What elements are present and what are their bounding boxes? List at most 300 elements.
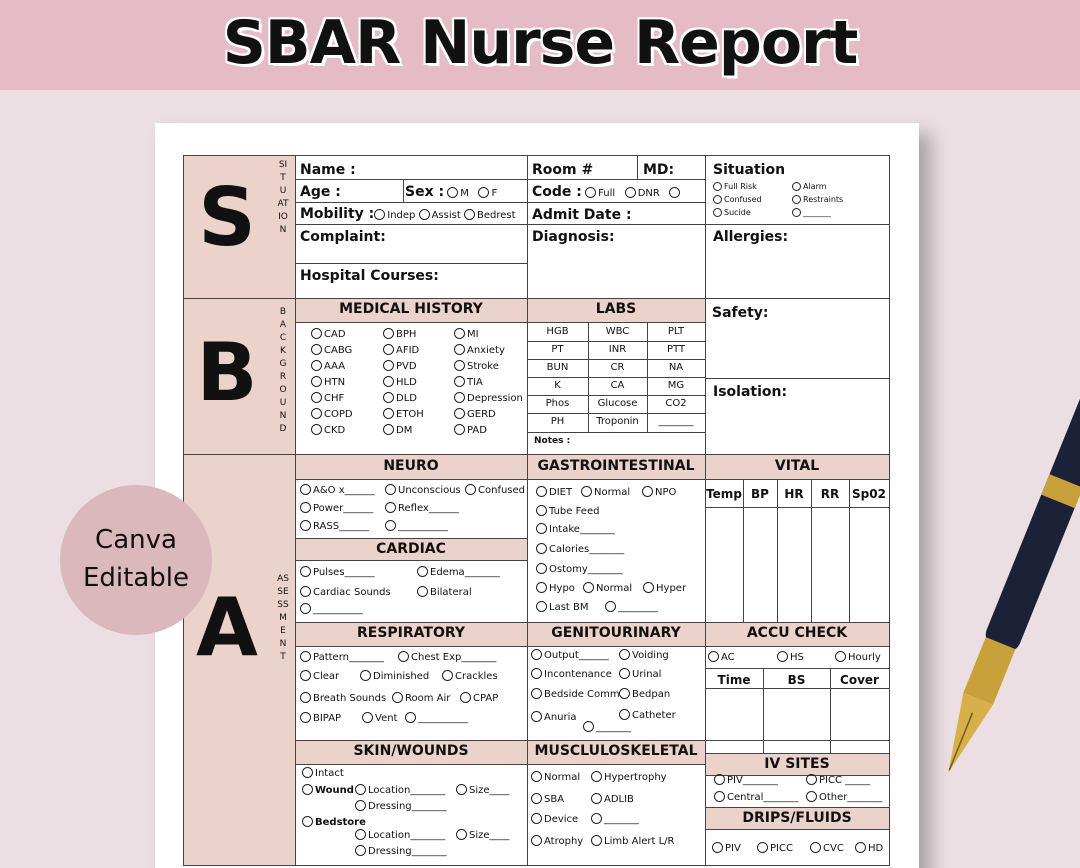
lab-cell: INR — [608, 344, 627, 355]
history-checkbox[interactable] — [454, 344, 465, 355]
medical-history-item[interactable] — [383, 344, 419, 357]
grid-line — [295, 224, 890, 225]
pattern-checkbox[interactable] — [300, 651, 311, 662]
bowel-normal-label: Normal — [596, 583, 633, 594]
history-checkbox[interactable] — [311, 424, 322, 435]
reflex-label: Reflex______ — [398, 503, 459, 514]
bowel-normal-checkbox[interactable] — [583, 582, 594, 593]
unconscious-label: Unconscious — [398, 485, 461, 496]
history-label: HTN — [324, 377, 346, 388]
medical-history-item[interactable] — [383, 424, 412, 437]
page-title: SBAR Nurse Report — [222, 8, 858, 78]
bilateral-label: Bilateral — [430, 587, 472, 598]
vital-hr-col: HR — [784, 487, 804, 501]
unconscious-checkbox[interactable] — [385, 484, 396, 495]
lab-cell: PTT — [666, 344, 686, 355]
grid-line — [527, 413, 705, 414]
md-label: MD: — [643, 162, 675, 178]
gu-other-checkbox[interactable] — [583, 721, 594, 732]
badge-line-2: Editable — [82, 563, 189, 593]
cardiac-sounds-label: Cardiac Sounds — [313, 587, 391, 598]
history-label: AFID — [396, 345, 420, 356]
restraints-label: Restraints — [803, 195, 844, 204]
gi-other-checkbox[interactable] — [605, 601, 616, 612]
grid-line — [705, 668, 889, 669]
allergies-label: Allergies: — [713, 229, 789, 245]
musc-normal-checkbox[interactable] — [531, 771, 542, 782]
history-label: GERD — [467, 409, 496, 420]
breath-sounds-checkbox[interactable] — [300, 692, 311, 703]
musc-header: MUSCLULOSKELETAL — [527, 740, 705, 764]
history-checkbox[interactable] — [454, 424, 465, 435]
medical-history-item[interactable] — [454, 328, 479, 341]
grid-line — [527, 359, 705, 360]
npo-checkbox[interactable] — [642, 486, 653, 497]
lab-cell: PLT — [667, 326, 685, 337]
intake-label: Intake_______ — [549, 524, 615, 535]
history-checkbox[interactable] — [383, 360, 394, 371]
sex-m-radio[interactable] — [447, 187, 458, 198]
drips-hd-checkbox[interactable] — [855, 842, 866, 853]
vital-bp-col: BP — [751, 487, 769, 501]
intact-checkbox[interactable] — [302, 767, 313, 778]
grid-line — [295, 263, 527, 264]
lab-cell: NA — [668, 362, 684, 373]
history-label: ETOH — [396, 409, 424, 420]
musc-other-blank: _______ — [604, 814, 639, 825]
power-label: Power______ — [313, 503, 374, 514]
sex-label: Sex : — [405, 184, 445, 200]
accu-time-col: Time — [717, 673, 751, 687]
grid-line — [295, 622, 890, 623]
bedstore-location-label: Location_______ — [368, 830, 446, 841]
medical-history-item[interactable] — [311, 392, 344, 405]
picc-site-label: PICC _____ — [819, 775, 871, 786]
history-checkbox[interactable] — [454, 408, 465, 419]
medical-history-item[interactable] — [454, 376, 483, 389]
device-checkbox[interactable] — [531, 813, 542, 824]
history-checkbox[interactable] — [383, 344, 394, 355]
cpap-label: CPAP — [473, 693, 499, 704]
age-label: Age : — [300, 184, 341, 200]
bedpan-checkbox[interactable] — [619, 688, 630, 699]
gi-normal-checkbox[interactable] — [581, 486, 592, 497]
medical-history-item[interactable] — [383, 328, 416, 341]
atrophy-checkbox[interactable] — [531, 835, 542, 846]
grid-line — [705, 507, 889, 508]
history-checkbox[interactable] — [311, 408, 322, 419]
medical-history-item[interactable] — [454, 424, 487, 437]
vital-spo2-col: Sp02 — [852, 487, 886, 501]
bedpan-label: Bedpan — [632, 689, 671, 700]
vent-checkbox[interactable] — [362, 712, 373, 723]
grid-line — [295, 479, 890, 480]
device-label: Device — [544, 814, 579, 825]
medical-history-item[interactable] — [383, 376, 417, 389]
history-label: TIA — [467, 377, 483, 388]
piv-site-checkbox[interactable] — [714, 774, 725, 785]
pen-barrel — [982, 390, 1080, 655]
sex-f-label: F — [491, 188, 498, 199]
voiding-checkbox[interactable] — [619, 649, 630, 660]
cardiac-header: CARDIAC — [295, 538, 527, 560]
history-label: Depression — [467, 393, 523, 404]
neuro-other-checkbox[interactable] — [385, 520, 396, 531]
edema-label: Edema_______ — [430, 567, 500, 578]
output-checkbox[interactable] — [531, 649, 542, 660]
pulses-checkbox[interactable] — [300, 566, 311, 577]
history-checkbox[interactable] — [311, 344, 322, 355]
history-label: DM — [396, 425, 413, 436]
restraints-checkbox[interactable] — [792, 195, 801, 204]
wound-dressing-checkbox[interactable] — [355, 800, 366, 811]
vital-header: VITAL — [705, 455, 889, 479]
bedstore-label: Bedstore — [315, 817, 366, 828]
bedstore-dressing-checkbox[interactable] — [355, 845, 366, 856]
lab-cell: HGB — [546, 326, 569, 337]
grid-line — [295, 538, 527, 539]
cardiac-other-checkbox[interactable] — [300, 603, 311, 614]
other-blank: _______ — [803, 208, 831, 217]
lab-cell: PH — [550, 416, 565, 427]
other-site-label: Other_______ — [819, 792, 883, 803]
history-label: CHF — [324, 393, 345, 404]
grid-line — [705, 807, 889, 808]
bedside-comm-checkbox[interactable] — [531, 688, 542, 699]
grid-line — [295, 560, 527, 561]
grid-line — [705, 753, 889, 754]
accu-hourly-label: Hourly — [848, 652, 881, 663]
urinal-checkbox[interactable] — [619, 668, 630, 679]
code-other-radio[interactable] — [669, 187, 680, 198]
history-checkbox[interactable] — [454, 328, 465, 339]
mobility-radio[interactable] — [374, 209, 385, 220]
drips-hd-label: HD — [868, 843, 884, 854]
vital-rr-col: RR — [820, 487, 840, 501]
voiding-label: Voiding — [632, 650, 669, 661]
accu-hs-checkbox[interactable] — [777, 651, 788, 662]
bedstore-size-checkbox[interactable] — [456, 829, 467, 840]
cardiac-other-blank: __________ — [313, 604, 363, 615]
accu-cover-col: Cover — [840, 673, 879, 687]
vertical-assessment: ASSESSMENT — [277, 574, 289, 662]
chest-exp-label: Chest Exp_______ — [411, 652, 497, 663]
lab-cell: K — [554, 380, 561, 391]
resp-other-blank: __________ — [418, 713, 468, 724]
rass-label: RASS______ — [313, 521, 370, 532]
npo-label: NPO — [655, 487, 677, 498]
accu-header: ACCU CHECK — [705, 622, 889, 646]
accu-hourly-checkbox[interactable] — [835, 651, 846, 662]
history-label: MI — [467, 329, 479, 340]
grid-line — [295, 740, 890, 741]
confused-neuro-checkbox[interactable] — [465, 484, 476, 495]
ostomy-checkbox[interactable] — [536, 563, 547, 574]
complaint-label: Complaint: — [300, 229, 386, 245]
clear-label: Clear — [313, 671, 340, 682]
grid-line — [527, 155, 528, 865]
report-sheet — [155, 123, 919, 868]
history-checkbox[interactable] — [311, 376, 322, 387]
history-checkbox[interactable] — [383, 392, 394, 403]
tube-feed-checkbox[interactable] — [536, 505, 547, 516]
medical-history-item[interactable] — [454, 392, 523, 405]
gi-header: GASTROINTESTINAL — [527, 455, 705, 479]
history-checkbox[interactable] — [383, 376, 394, 387]
gi-normal-label: Normal — [594, 487, 631, 498]
letter-s: S — [198, 171, 256, 264]
history-checkbox[interactable] — [383, 424, 394, 435]
grid-line — [183, 298, 890, 299]
drips-piv-label: PIV — [725, 843, 741, 854]
cpap-checkbox[interactable] — [460, 692, 471, 703]
atrophy-label: Atrophy — [544, 836, 584, 847]
gi-other-blank: ________ — [618, 602, 658, 613]
medical-history-item[interactable] — [311, 376, 345, 389]
ostomy-label: Ostomy_______ — [549, 564, 623, 575]
bilateral-checkbox[interactable] — [417, 586, 428, 597]
breath-sounds-label: Breath Sounds — [313, 693, 387, 704]
diminished-checkbox[interactable] — [360, 670, 371, 681]
history-checkbox[interactable] — [454, 392, 465, 403]
letter-a: A — [196, 581, 258, 674]
grid-line — [889, 155, 890, 865]
mobility-radio[interactable] — [464, 209, 475, 220]
grid-line — [705, 829, 889, 830]
history-checkbox[interactable] — [454, 360, 465, 371]
resp-other-checkbox[interactable] — [405, 712, 416, 723]
full-risk-label: Full Risk — [724, 182, 757, 191]
reflex-checkbox[interactable] — [385, 502, 396, 513]
code-dnr-label: DNR — [637, 188, 660, 199]
code-label: Code : — [532, 184, 582, 200]
medical-history-item[interactable] — [383, 360, 417, 373]
limb-alert-checkbox[interactable] — [591, 835, 602, 846]
lab-cell: MG — [667, 380, 685, 391]
pen-grip — [963, 637, 1015, 705]
grid-line — [527, 341, 705, 342]
adlib-label: ADLIB — [604, 794, 634, 805]
medical-history-item[interactable] — [311, 360, 345, 373]
room-air-label: Room Air — [405, 693, 451, 704]
alarm-label: Alarm — [803, 182, 827, 191]
history-label: PVD — [396, 361, 417, 372]
medical-history-item[interactable] — [311, 408, 353, 421]
ao-label: A&O x______ — [313, 485, 375, 496]
history-checkbox[interactable] — [311, 360, 322, 371]
calories-checkbox[interactable] — [536, 543, 547, 554]
anuria-checkbox[interactable] — [531, 711, 542, 722]
central-site-checkbox[interactable] — [714, 791, 725, 802]
history-checkbox[interactable] — [383, 408, 394, 419]
sucide-checkbox[interactable] — [713, 208, 722, 217]
hyper-checkbox[interactable] — [643, 582, 654, 593]
pen-nib — [940, 693, 993, 779]
wound-label: Wound — [315, 785, 354, 796]
wound-size-checkbox[interactable] — [456, 784, 467, 795]
room-label: Room # — [532, 162, 594, 178]
respiratory-header: RESPIRATORY — [295, 622, 527, 646]
history-label: CAD — [324, 329, 346, 340]
history-checkbox[interactable] — [311, 392, 322, 403]
isolation-label: Isolation: — [713, 384, 788, 400]
safety-label: Safety: — [712, 305, 769, 321]
drips-picc-checkbox[interactable] — [757, 842, 768, 853]
sex-f-radio[interactable] — [478, 187, 489, 198]
medical-history-item[interactable] — [311, 424, 345, 437]
limb-alert-label: Limb Alert L/R — [604, 836, 675, 847]
bipap-checkbox[interactable] — [300, 712, 311, 723]
history-checkbox[interactable] — [454, 376, 465, 387]
wound-location-label: Location_______ — [368, 785, 446, 796]
picc-site-checkbox[interactable] — [806, 774, 817, 785]
badge-line-1: Canva — [95, 525, 177, 555]
grid-line — [403, 179, 404, 202]
grid-line — [527, 432, 705, 433]
medical-history-item[interactable] — [311, 344, 352, 357]
other-checkbox[interactable] — [792, 208, 801, 217]
history-checkbox[interactable] — [383, 328, 394, 339]
hypo-label: Hypo — [549, 583, 575, 594]
medical-history-item[interactable] — [454, 360, 499, 373]
code-full-radio[interactable] — [585, 187, 596, 198]
sex-m-label: M — [460, 188, 469, 199]
room-air-checkbox[interactable] — [392, 692, 403, 703]
history-label: CKD — [324, 425, 346, 436]
lab-cell: CR — [610, 362, 625, 373]
drips-header: DRIPS/FLUIDS — [705, 807, 889, 829]
power-checkbox[interactable] — [300, 502, 311, 513]
letter-b: B — [196, 326, 258, 419]
iv-header: IV SITES — [705, 753, 889, 775]
code-dnr-radio[interactable] — [625, 187, 636, 198]
other-site-checkbox[interactable] — [806, 791, 817, 802]
adlib-checkbox[interactable] — [591, 793, 602, 804]
diminished-label: Diminished — [373, 671, 430, 682]
musc-normal-label: Normal — [544, 772, 581, 783]
lab-cell: Troponin — [596, 416, 639, 427]
bedstore-checkbox[interactable] — [302, 816, 313, 827]
neuro-other-blank: __________ — [398, 521, 448, 532]
wound-location-checkbox[interactable] — [355, 784, 366, 795]
grid-line — [295, 202, 705, 203]
code-full-label: Full — [598, 188, 616, 199]
medical-history-item[interactable] — [454, 344, 505, 357]
diet-checkbox[interactable] — [536, 486, 547, 497]
accu-bs-col: BS — [787, 673, 806, 687]
intake-checkbox[interactable] — [536, 523, 547, 534]
history-label: Anxiety — [467, 345, 505, 356]
pattern-label: Pattern_______ — [313, 652, 384, 663]
mobility-label: Mobility : — [300, 206, 375, 222]
accu-hs-label: HS — [790, 652, 804, 663]
grid-line — [527, 395, 705, 396]
lab-cell: BUN — [546, 362, 569, 373]
diet-label: DIET — [549, 487, 573, 498]
edema-checkbox[interactable] — [417, 566, 428, 577]
drips-cvc-label: CVC — [823, 843, 844, 854]
vent-label: Vent — [375, 713, 398, 724]
rass-checkbox[interactable] — [300, 520, 311, 531]
drips-piv-checkbox[interactable] — [712, 842, 723, 853]
skin-header: SKIN/WOUNDS — [295, 740, 527, 764]
catheter-label: Catheter — [632, 710, 676, 721]
drips-cvc-checkbox[interactable] — [810, 842, 821, 853]
history-label: DLD — [396, 393, 417, 404]
ao-checkbox[interactable] — [300, 484, 311, 495]
calories-label: Calories_______ — [549, 544, 625, 555]
lab-cell: CO2 — [665, 398, 687, 409]
last-bm-label: Last BM — [549, 602, 589, 613]
full-risk-checkbox[interactable] — [713, 182, 722, 191]
hyper-label: Hyper — [656, 583, 687, 594]
bedstore-location-checkbox[interactable] — [355, 829, 366, 840]
grid-line — [705, 155, 706, 865]
accu-ac-checkbox[interactable] — [708, 651, 719, 662]
medical-history-item[interactable] — [383, 392, 417, 405]
bedstore-size-label: Size____ — [469, 830, 510, 841]
hypo-checkbox[interactable] — [536, 582, 547, 593]
grid-line — [183, 155, 890, 156]
grid-line — [295, 322, 705, 323]
incontenance-checkbox[interactable] — [531, 668, 542, 679]
mobility-radio[interactable] — [419, 209, 430, 220]
catheter-checkbox[interactable] — [619, 709, 630, 720]
vertical-situation: SITUATION — [277, 160, 289, 235]
wound-checkbox[interactable] — [302, 784, 313, 795]
crackles-checkbox[interactable] — [442, 670, 453, 681]
clear-checkbox[interactable] — [300, 670, 311, 681]
last-bm-checkbox[interactable] — [536, 601, 547, 612]
musc-other-checkbox[interactable] — [591, 813, 602, 824]
mobility-option: Assist — [431, 210, 461, 221]
urinal-label: Urinal — [632, 669, 662, 680]
history-label: BPH — [396, 329, 417, 340]
confused-checkbox[interactable] — [713, 195, 722, 204]
bipap-label: BIPAP — [313, 713, 342, 724]
crackles-label: Crackles — [455, 671, 498, 682]
sba-checkbox[interactable] — [531, 793, 542, 804]
situation-label: Situation — [713, 162, 786, 178]
history-label: COPD — [324, 409, 353, 420]
history-label: Stroke — [467, 361, 499, 372]
piv-site-label: PIV_______ — [727, 775, 778, 786]
grid-line — [295, 179, 705, 180]
medical-history-item[interactable] — [383, 408, 424, 421]
history-label: PAD — [467, 425, 487, 436]
grid-line — [705, 378, 889, 379]
neuro-header: NEURO — [295, 455, 527, 479]
hypertrophy-checkbox[interactable] — [591, 771, 602, 782]
confused-label: Confused — [724, 195, 762, 204]
alarm-checkbox[interactable] — [792, 182, 801, 191]
grid-line — [295, 646, 890, 647]
grid-line — [527, 377, 705, 378]
mobility-option: Indep — [387, 210, 416, 221]
medical-history-item[interactable] — [454, 408, 496, 421]
lab-cell: WBC — [605, 326, 630, 337]
chest-exp-checkbox[interactable] — [398, 651, 409, 662]
history-checkbox[interactable] — [311, 328, 322, 339]
intact-label: Intact — [315, 768, 344, 779]
confused-neuro-label: Confused — [478, 485, 526, 496]
medical-history-header: MEDICAL HISTORY — [295, 298, 527, 322]
medical-history-item[interactable] — [311, 328, 346, 341]
admit-date-label: Admit Date : — [532, 207, 632, 223]
cardiac-sounds-checkbox[interactable] — [300, 586, 311, 597]
diagnosis-label: Diagnosis: — [532, 229, 615, 245]
vertical-background: BACKGROUND — [279, 307, 287, 434]
